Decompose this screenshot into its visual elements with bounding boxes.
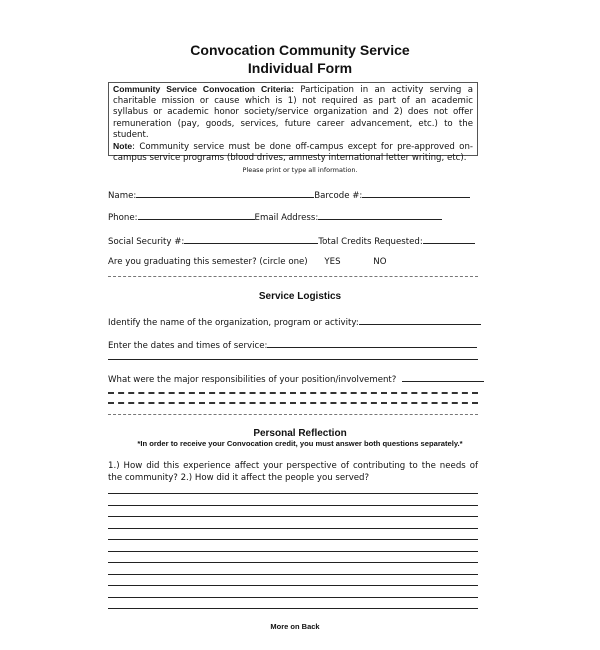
note-text: : Community service must be done off-campus except for pre-approved on-campus service programs (blood drives, amnesty international letter writing, etc). — [113, 142, 473, 164]
email-label: Email Address: — [254, 213, 319, 223]
logistics-heading: Service Logistics — [258, 291, 342, 302]
answer-line[interactable] — [108, 597, 478, 598]
email-field[interactable] — [318, 210, 442, 220]
phone-field[interactable] — [138, 210, 255, 220]
ssn-field[interactable] — [184, 234, 318, 244]
dates-field-line2[interactable] — [108, 359, 478, 360]
phone-label: Phone: — [108, 213, 138, 223]
more-on-back: More on Back — [270, 622, 320, 631]
criteria-label: Community Service Convocation Criteria: — [113, 84, 294, 94]
answer-line[interactable] — [108, 574, 478, 575]
answer-line[interactable] — [108, 539, 478, 540]
graduating-label: Are you graduating this semester? (circle one) — [108, 257, 308, 267]
credits-field[interactable] — [423, 234, 475, 244]
responsibilities-line[interactable] — [108, 402, 478, 404]
responsibilities-field[interactable] — [402, 372, 484, 382]
organization-label: Identify the name of the organization, program or activity: — [108, 318, 359, 328]
note-label: Note — [113, 141, 133, 152]
reflection-question: 1.) How did this experience affect your perspective of contributing to the needs of the community? 2.) How did it affect the people you served? — [108, 461, 478, 483]
section-divider — [108, 276, 478, 277]
answer-line[interactable] — [108, 505, 478, 506]
form-title-line2: Individual Form — [247, 60, 353, 76]
barcode-field[interactable] — [362, 188, 470, 198]
yes-option[interactable]: YES — [324, 257, 341, 267]
no-option[interactable]: NO — [373, 257, 387, 267]
answer-line[interactable] — [108, 516, 478, 517]
responsibilities-label: What were the major responsibilities of your position/involvement? — [108, 375, 397, 385]
answer-line[interactable] — [108, 551, 478, 552]
responsibilities-line[interactable] — [108, 392, 478, 394]
criteria-text: Participation in an activity serving a charitable mission or cause which is 1) not required as part of an academic syllabus or academic honor society/service organization and 2) does not offer remuneration (pay, goods, services, future career advancement, etc.) to the student. — [113, 85, 473, 140]
name-field[interactable] — [136, 188, 314, 198]
instruction-text: Please print or type all information. — [242, 166, 358, 174]
organization-field[interactable] — [359, 315, 481, 325]
form-title-line1: Convocation Community Service — [190, 42, 410, 58]
ssn-label: Social Security #: — [108, 237, 185, 247]
criteria-box — [108, 82, 478, 164]
barcode-label: Barcode #: — [314, 191, 363, 201]
name-label: Name: — [108, 191, 137, 201]
answer-line[interactable] — [108, 493, 478, 494]
section-divider — [108, 414, 478, 415]
dates-field[interactable] — [267, 338, 477, 348]
dates-label: Enter the dates and times of service: — [108, 341, 268, 351]
answer-line[interactable] — [108, 608, 478, 609]
answer-line[interactable] — [108, 528, 478, 529]
credits-label: Total Credits Requested: — [318, 237, 423, 247]
answer-line[interactable] — [108, 562, 478, 563]
reflection-heading: Personal Reflection — [253, 428, 347, 439]
answer-line[interactable] — [108, 585, 478, 586]
reflection-note: *In order to receive your Convocation credit, you must answer both questions separately.* — [137, 439, 463, 448]
